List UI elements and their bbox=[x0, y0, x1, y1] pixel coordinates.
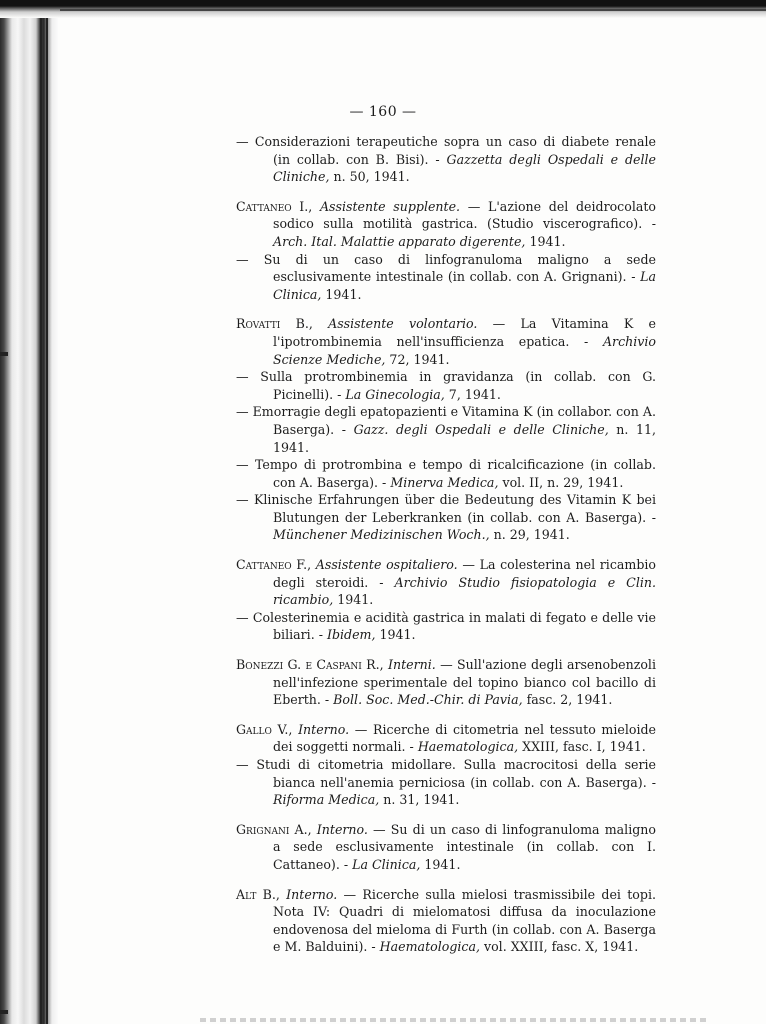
entry-tail: vol. XXIII, fasc. X, 1941. bbox=[479, 939, 639, 955]
entry-text: Tempo di protrombina e tempo di ricalcificazione (in collab. con A. Baserga). - bbox=[254, 457, 656, 490]
entry-journal: Riforma Medica, bbox=[273, 792, 380, 808]
page-number: — 160 — bbox=[349, 104, 417, 120]
entry-text: Klinische Erfahrungen über die Bedeutung des Vitamin K bei Blutungen der Leberkranken (in collab. con A. Baserga). - bbox=[253, 492, 656, 525]
entry-tail: 1941. bbox=[420, 856, 461, 872]
entry-role: Interno. bbox=[298, 721, 350, 737]
bibliography-entry bbox=[236, 456, 656, 491]
entry-tail: XXIII, fasc. I, 1941. bbox=[518, 739, 646, 755]
entry-text: — Sull'azione degli arsenobenzoli nell'infezione sperimentale del topino bianco col bacillo di Eberth. - bbox=[273, 657, 656, 708]
entry-tail: 1941. bbox=[333, 592, 374, 608]
entry-tail: 7, 1941. bbox=[444, 386, 501, 402]
entry-text: Studi di citometria midollare. Sulla macrocitosi della serie bianca nell'anemia perniciosa (in collab. con A. Baserga). - bbox=[256, 757, 656, 790]
entry-role: Interno. bbox=[316, 821, 368, 837]
entry-text: — Ricerche di citometria nel tessuto mieloide dei soggetti normali. - bbox=[273, 721, 656, 755]
binding-line-outer bbox=[40, 0, 42, 1024]
bibliography-entry bbox=[236, 315, 656, 368]
entry-text: — Ricerche sulla mielosi trasmissibile dei topi. Nota IV: Quadri di mielomatosi diffusa da inoculazione endovenosa del mieloma di Furth (in collab. con A. Baserga e M. Balduini). - bbox=[273, 886, 656, 955]
entry-author: Bonezzi G. e Caspani R., bbox=[236, 657, 384, 673]
entry-text: — Su di un caso di linfogranuloma maligno a sede esclusivamente intestinale (in collab. con I. Cattaneo). - bbox=[273, 821, 656, 872]
bibliography-entry bbox=[236, 821, 656, 874]
bottom-scan-noise bbox=[200, 1018, 706, 1022]
entry-author: Rovatti B., bbox=[236, 316, 313, 332]
entry-journal: Gazzetta degli Ospedali e delle Cliniche, bbox=[273, 151, 656, 185]
entry-dash: — bbox=[236, 404, 249, 420]
entry-author: Cattaneo F., bbox=[236, 557, 312, 573]
entry-text: — La Vitamina K e l'ipotrombinemia nell'insufficienza epatica. - bbox=[273, 316, 656, 349]
entry-journal: Münchener Medizinischen Woch., bbox=[273, 527, 490, 543]
entry-role: Interni. bbox=[388, 657, 436, 673]
entry-text: Sulla protrombinemia in gravidanza (in collab. con G. Picinelli). - bbox=[260, 369, 656, 402]
entry-role: Assistente volontario. bbox=[328, 316, 478, 332]
bibliography-entry bbox=[236, 609, 656, 644]
entry-journal: Minerva Medica, bbox=[390, 474, 499, 490]
entry-author: Grignani A., bbox=[236, 821, 312, 837]
bibliography-entry bbox=[236, 491, 656, 544]
entry-journal: Archivio Scienze Mediche, bbox=[273, 333, 656, 367]
entry-tail: n. 31, 1941. bbox=[379, 792, 460, 808]
entry-journal: Ibidem, bbox=[326, 627, 376, 643]
entry-text: Emorragie degli epatopazienti e Vitamina K (in collabor. con A. Baserga). - bbox=[252, 404, 656, 437]
entry-journal: Arch. Ital. Malattie apparato digerente, bbox=[273, 233, 526, 249]
bibliography-list bbox=[236, 133, 656, 956]
bibliography-entry bbox=[236, 368, 656, 403]
entry-author: Alt B., bbox=[236, 886, 280, 902]
entry-dash: — bbox=[236, 251, 249, 267]
entry-tail: 1941. bbox=[321, 286, 362, 302]
entry-dash: — bbox=[236, 134, 249, 149]
entry-tail: fasc. 2, 1941. bbox=[522, 692, 613, 708]
bibliography-entry bbox=[236, 133, 656, 186]
top-rule bbox=[60, 9, 766, 11]
entry-journal: Haematologica, bbox=[379, 939, 480, 955]
bibliography-entry bbox=[236, 556, 656, 609]
entry-tail: n. 29, 1941. bbox=[489, 527, 570, 543]
entry-author: Gallo V., bbox=[236, 721, 293, 737]
entry-text: — La colesterina nel ricambio degli steroidi. - bbox=[273, 557, 656, 590]
entry-dash: — bbox=[236, 457, 249, 473]
entry-journal: La Clinica, bbox=[352, 856, 421, 872]
entry-tail: 1941. bbox=[375, 627, 416, 643]
entry-journal: La Ginecologia, bbox=[345, 386, 445, 402]
entry-tail: 72, 1941. bbox=[385, 351, 450, 367]
bibliography-entry bbox=[236, 198, 656, 251]
entry-text: Su di un caso di linfogranuloma maligno a sede esclusivamente intestinale (in collab. con A. Grignani). - bbox=[263, 251, 656, 285]
entry-journal: Haematologica, bbox=[417, 739, 519, 755]
entry-journal: Gazz. degli Ospedali e delle Cliniche, bbox=[353, 421, 609, 437]
margin-mark bbox=[0, 352, 8, 356]
entry-dash: — bbox=[236, 492, 249, 508]
entry-journal: La Clinica, bbox=[273, 269, 656, 302]
entry-text: Considerazioni terapeutiche sopra un caso di diabete renale (in collab. con B. Bisi). - bbox=[254, 134, 656, 167]
entry-tail: vol. II, n. 29, 1941. bbox=[498, 474, 624, 490]
entry-role: Interno. bbox=[286, 886, 338, 902]
bibliography-entry bbox=[236, 886, 656, 956]
bibliography-entry bbox=[236, 721, 656, 756]
entry-dash: — bbox=[236, 757, 249, 772]
bibliography-entry bbox=[236, 656, 656, 709]
entry-tail: n. 11, 1941. bbox=[273, 421, 656, 455]
entry-role: Assistente ospitaliero. bbox=[315, 557, 458, 573]
bibliography-entry bbox=[236, 756, 656, 809]
binding-line-inner bbox=[46, 0, 48, 1024]
entry-dash: — bbox=[236, 369, 249, 385]
entry-text: — L'azione del deidrocolato sodico sulla motilità gastrica. (Studio viscerografico). - bbox=[273, 198, 656, 232]
margin-mark bbox=[0, 1010, 8, 1014]
entry-role: Assistente supplente. bbox=[319, 198, 461, 214]
entry-dash: — bbox=[236, 609, 249, 625]
entry-journal: Archivio Studio fisiopatologia e Clin. ricambio, bbox=[273, 574, 656, 608]
entry-tail: 1941. bbox=[525, 233, 566, 249]
entry-author: Cattaneo I., bbox=[236, 198, 313, 214]
entry-text: Colesterinemia e acidità gastrica in malati di fegato e delle vie biliari. - bbox=[252, 609, 656, 643]
bibliography-entry bbox=[236, 403, 656, 456]
bibliography-entry bbox=[236, 251, 656, 304]
book-binding-edge bbox=[0, 0, 58, 1024]
entry-journal: Boll. Soc. Med.-Chir. di Pavia, bbox=[333, 692, 523, 708]
entry-tail: n. 50, 1941. bbox=[329, 169, 410, 185]
